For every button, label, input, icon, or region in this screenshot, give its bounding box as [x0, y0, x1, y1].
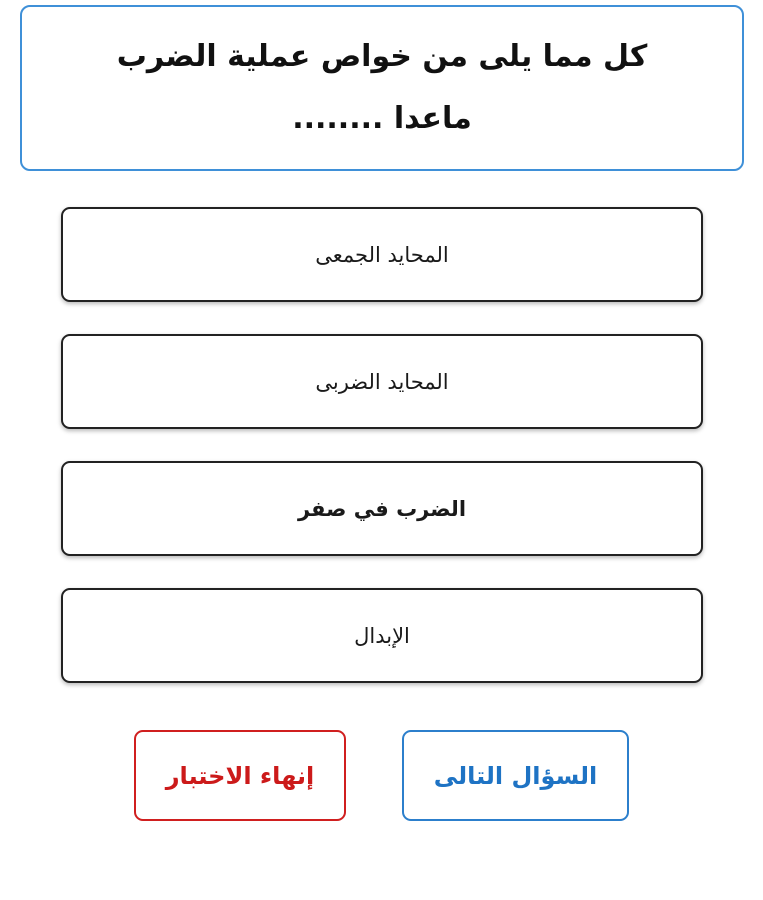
- question-text-line-2: ماعدا ........: [292, 101, 472, 136]
- end-quiz-button[interactable]: إنهاء الاختبار: [134, 730, 346, 821]
- answer-option-4[interactable]: [61, 588, 703, 683]
- answer-option-1[interactable]: [61, 207, 703, 302]
- answer-option-2[interactable]: [61, 334, 703, 429]
- answer-option-label: الضرب في صفر: [297, 496, 467, 521]
- question-text-line-1: كل مما يلى من خواص عملية الضرب: [116, 39, 648, 74]
- question-box: [20, 5, 744, 171]
- answer-option-label: المحايد الضربى: [315, 369, 449, 394]
- answer-option-label: الإبدال: [354, 623, 410, 648]
- next-question-button[interactable]: السؤال التالى: [402, 730, 629, 821]
- answer-option-label: المحايد الجمعى: [315, 242, 449, 267]
- answer-option-3[interactable]: [61, 461, 703, 556]
